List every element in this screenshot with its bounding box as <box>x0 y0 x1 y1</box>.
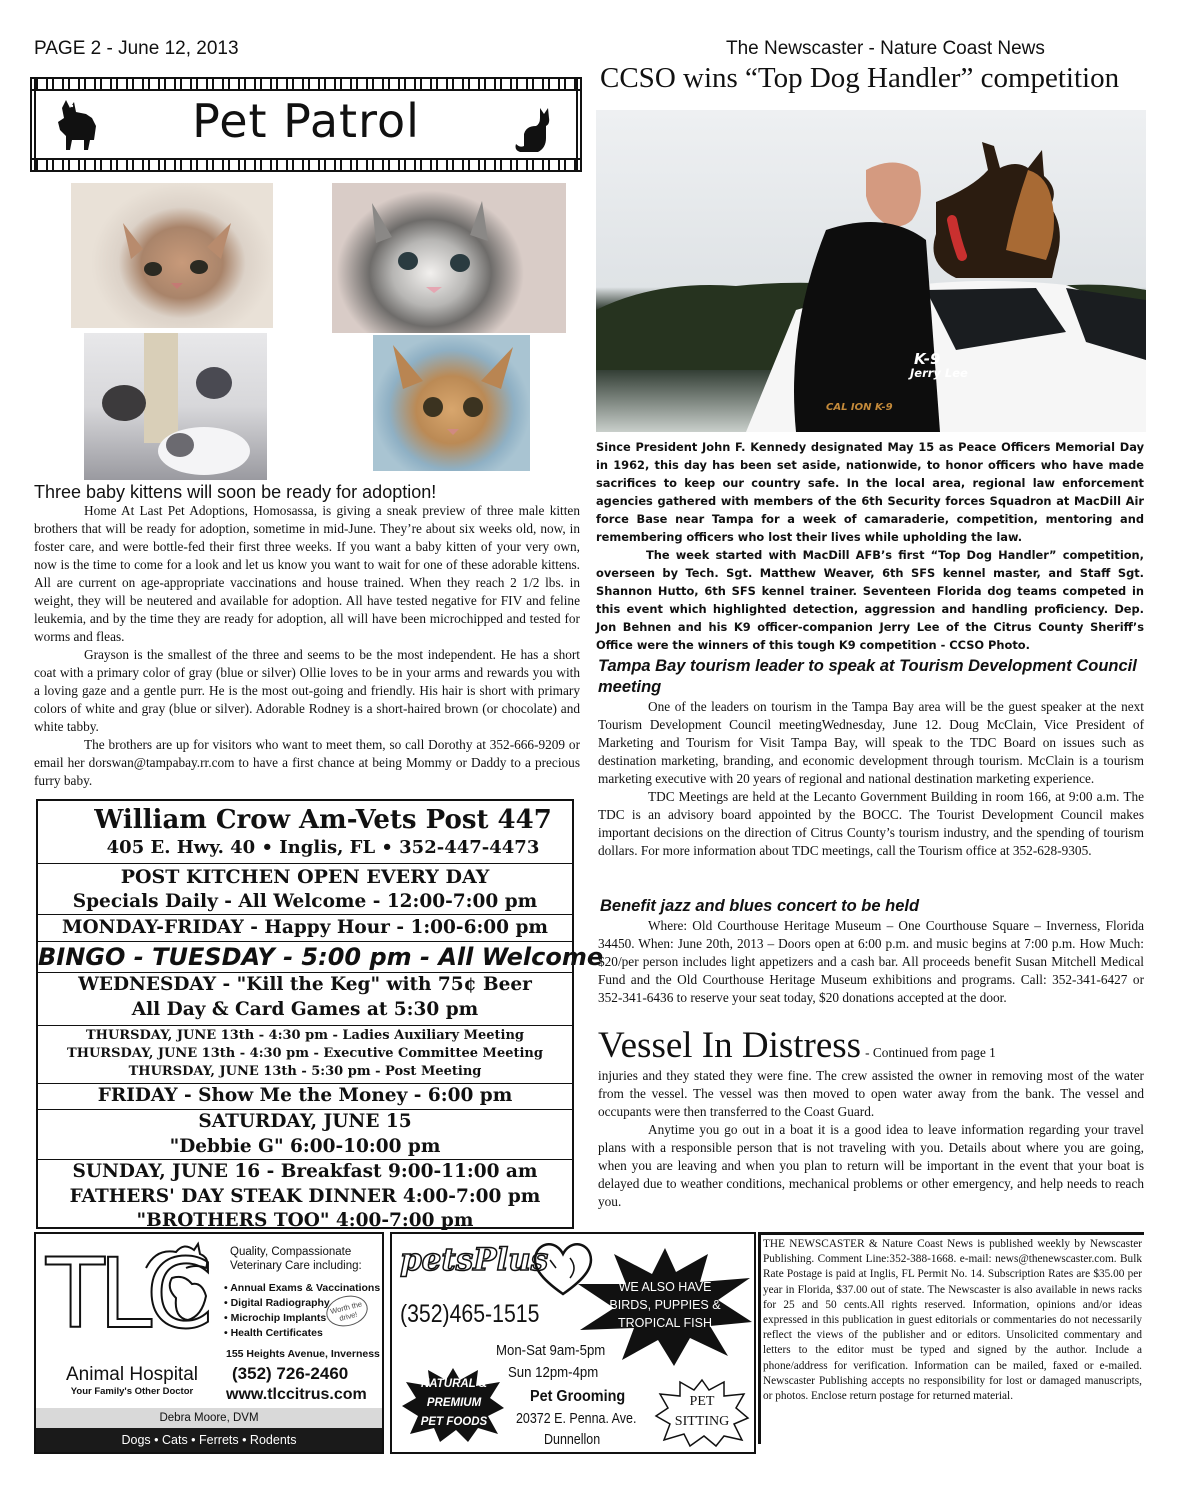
tourism-paragraph: TDC Meetings are held at the Lecanto Government Building in room 166, at 9:00 a.m. The TDC is an advisory board appointed by the BOCC. The Tourist Development Council makes important decisions on the direction of Citrus County’s tourism industry, and the spending of tourism dollars. For more information about TDC meetings, call the Tourism office at 352-628-9305. <box>598 789 1144 858</box>
k9-car-door-text: CAL ION K-9 <box>826 402 893 413</box>
petsplus-hours: Mon-Sat 9am-5pm <box>496 1342 606 1359</box>
chain-border-right <box>576 77 582 172</box>
tlc-animals: Dogs • Cats • Ferrets • Rodents <box>121 1433 297 1447</box>
petsplus-food-1: NATURAL & <box>420 1378 487 1390</box>
vessel-continued: - Continued from page 1 <box>865 1045 996 1060</box>
pet-sitting-1: PET <box>689 1394 715 1409</box>
tlc-service: • Microchip Implants <box>224 1312 327 1324</box>
chain-border-top <box>30 77 582 91</box>
petsplus-ad <box>390 1232 756 1454</box>
vessel-article <box>598 1067 1144 1211</box>
amvets-friday: FRIDAY - Show Me the Money - 6:00 pm <box>97 1085 513 1106</box>
tlc-name: Animal Hospital <box>66 1364 198 1385</box>
petsplus-grooming: Pet Grooming <box>530 1388 626 1405</box>
kitten-headline: Three baby kittens will soon be ready for adoption! <box>34 482 437 502</box>
vessel-title: Vessel In Distress <box>598 1025 862 1066</box>
tourism-headline: Tampa Bay tourism leader to speak at Tourism Development Council meeting <box>598 657 1137 696</box>
tlc-phone: (352) 726-2460 <box>232 1364 349 1383</box>
tlc-intro-2: Veterinary Care including: <box>230 1260 362 1272</box>
tlc-doctor: Debra Moore, DVM <box>159 1412 259 1424</box>
petsplus-burst-1: WE ALSO HAVE <box>618 1280 712 1294</box>
tourism-article <box>598 698 1144 860</box>
tlc-doctor-bar <box>36 1408 382 1428</box>
petsplus-burst-2: BIRDS, PUPPIES & <box>609 1298 721 1312</box>
jazz-paragraph: Where: Old Courthouse Heritage Museum – One Courthouse Square – Inverness, Florida 34450. When: June 20th, 2013 – Doors open at 6:00 p.m. and music begins at 7:00 p.m. How Much: $20/per person includes light appetizers and a cash bar. All proceeds benefit Susan Mitchell Medical Fund and the Old Courthouse Heritage Museum exhibitions and programs. Call: 352-341-6427 or 352-341-6436 to reserve your seat today, $20 donations accepted at the door. <box>598 918 1144 1005</box>
tlc-intro: Quality, Compassionate <box>230 1246 352 1258</box>
tlc-animals-bar <box>36 1428 382 1452</box>
pet-sitting-burst-shape <box>654 1378 750 1448</box>
jazz-article <box>598 917 1144 1007</box>
masthead-info-box <box>758 1232 1144 1444</box>
amvets-sunday: SUNDAY, JUNE 16 - Breakfast 9:00-11:00 am <box>72 1161 538 1182</box>
amvets-thursday-3: THURSDAY, JUNE 13th - 5:30 pm - Post Meeting <box>128 1064 482 1079</box>
petsplus-food-3: PET FOODS <box>420 1416 488 1428</box>
kitten-article <box>34 502 580 790</box>
amvets-thursday-1: THURSDAY, JUNE 13th - 4:30 pm - Ladies Auxiliary Meeting <box>86 1028 524 1043</box>
amvets-sunday-band: "BROTHERS TOO" 4:00-7:00 pm <box>136 1210 474 1231</box>
amvets-address: 405 E. Hwy. 40 • Inglis, FL • 352-447-4473 <box>106 837 540 858</box>
amvets-saturday-band: "Debbie G" 6:00-10:00 pm <box>169 1136 441 1157</box>
cat-silhouette-icon <box>510 104 558 156</box>
masthead-info-text: THE NEWSCASTER & Nature Coast News is published weekly by Newscaster Publishing. Comment Line:352-388-1668. e-mail: news@thenewscaster.com. Bulk Rate Postage is paid at Inglis, FL Permit No. 14. Subscription Rates are $35.00 per year in Florida, $37.00 out of state. The Newscaster is also available in news racks for 25 and 50 cents.All rights reserved. Information, opinions and/or ideas expressed in this publication in guest editorials or commentaries do not necessarily reflect the views of the publisher and or editors. Unsolicited commentary and letters to the editor must be typed and signed by the author. Include a phone/address for verification. Information can be mailed, faxed or e-mailed. Newscaster Publishing accepts no responsibility for lost or damaged manuscripts, or photos. Enclose return postage for returned material. <box>763 1238 1142 1403</box>
k9-car-dog-name: Jerry Lee <box>910 366 968 380</box>
petsplus-hours-sunday: Sun 12pm-4pm <box>508 1364 599 1381</box>
amvets-ad <box>36 799 604 1231</box>
paper-name: The Newscaster - Nature Coast News <box>726 38 1045 59</box>
amvets-sunday-dinner: FATHERS' DAY STEAK DINNER 4:00-7:00 pm <box>69 1186 541 1207</box>
petsplus-city: Dunnellon <box>544 1432 601 1448</box>
tlc-service: • Digital Radiography <box>224 1297 330 1309</box>
tlc-service: • Health Certificates <box>224 1327 323 1339</box>
tlc-ad <box>34 1232 384 1454</box>
tlc-address: 155 Heights Avenue, Inverness <box>226 1348 380 1360</box>
petsplus-logo: petsPlus <box>400 1242 549 1278</box>
kitten-photo-gray-white <box>332 183 566 333</box>
tlc-logo-letters: TLC <box>46 1238 208 1350</box>
worth-the-drive-stamp: Worth the drive! <box>323 1291 371 1330</box>
k9-car-label: K-9 <box>914 350 941 368</box>
petsplus-phone: (352)465-1515 <box>400 1300 540 1328</box>
vessel-headline <box>598 1024 996 1067</box>
tlc-service: • Annual Exams & Vaccinations <box>224 1282 381 1294</box>
chain-border-left <box>30 77 36 172</box>
amvets-kitchen: POST KITCHEN OPEN EVERY DAY <box>120 866 490 888</box>
amvets-thursday-2: THURSDAY, JUNE 13th - 4:30 pm - Executive Committee Meeting <box>67 1046 543 1061</box>
vessel-paragraph: injuries and they stated they were fine. The crew assisted the owner in removing most of the water from the vessel. The vessel was then moved to open water away from the bank. The vessel and occupants were then transferred to the Coast Guard. <box>598 1068 1144 1119</box>
vessel-paragraph: Anytime you go out in a boat it is a good idea to leave information regarding your travel plans with a responsible person that is not traveling with you. Details about where you are going, when you are leaving and when you plan to return will be important in the event that your boat is delayed due to weather conditions, mechanical problems or other emergency, and help needs to reach you. <box>598 1122 1144 1209</box>
kitten-paragraph: Grayson is the smallest of the three and seems to be the most independent. He has a short coat with a primary color of gray (blue or silver) Ollie loves to be in your arms and rewards you with a loving gaze and a gentle purr. He is the most out-going and friendly. His hair is short with primary colors of white and gray (blue or silver). Adorable Rodney is a short-haired brown (or chocolate) and white tabby. <box>34 647 580 734</box>
kitten-photo-tabby <box>373 335 530 471</box>
chain-border-bottom <box>30 158 582 172</box>
amvets-specials: Specials Daily - All Welcome - 12:00-7:00 pm <box>72 891 538 912</box>
page-label: PAGE 2 - June 12, 2013 <box>34 38 239 59</box>
petsplus-address: 20372 E. Penna. Ave. <box>516 1411 637 1427</box>
ccso-caption-paragraph: The week started with MacDill AFB’s first “Top Dog Handler” competition, overseen by Tech. Sgt. Matthew Weaver, 6th SFS kennel master, and Staff Sgt. Shannon Hutto, 6th SFS kennel trainer. Seventeen Florida dog teams competed in this event which highlighted detection, aggression and handling proficiency. Dep. Jon Behnen and his K9 officer-companion Jerry Lee of the Citrus County Sheriff’s Office were the winners of this tough K9 competition - CCSO Photo. <box>596 548 1144 652</box>
kitten-paragraph: Home At Last Pet Adoptions, Homosassa, is giving a sneak preview of three male kitten brothers that will be ready for adoption, sometime in mid-June. They’re about six weeks old, now, in foster care, and were bottle-fed their first three weeks. If you want a baby kitten of your very own, now is the time to come for a look and let us know you want to wait for one of these adorable kittens. All are current on age-appropriate vaccinations and house trained. When they reach 2 1/2 lbs. in weight, they will be neutered and available for adoption. All have tested negative for FIV and feline leukemia, and by the time they are ready for adoption, all will have been microchipped and tested for worms and fleas. <box>34 503 580 644</box>
kitten-photo-orange <box>71 183 273 328</box>
amvets-bingo: BINGO - TUESDAY - 5:00 pm - All Welcome <box>38 943 604 971</box>
petsplus-burst-3: TROPICAL FISH <box>618 1316 712 1330</box>
amvets-happy-hour: MONDAY-FRIDAY - Happy Hour - 1:00-6:00 pm <box>61 917 549 938</box>
amvets-wednesday: WEDNESDAY - "Kill the Keg" with 75¢ Beer <box>78 974 532 995</box>
jazz-headline: Benefit jazz and blues concert to be held <box>600 897 920 915</box>
kitten-paragraph: The brothers are up for visitors who want to meet them, so call Dorothy at 352-666-9209 or email her dorswan@tampabay.rr.com to have a first chance at being Mommy or Daddy to a precious furry baby. <box>34 737 580 788</box>
pet-patrol-title: Pet Patrol <box>192 94 420 148</box>
tlc-tagline: Your Family's Other Doctor <box>70 1386 194 1397</box>
ccso-headline: CCSO wins “Top Dog Handler” competition <box>600 62 1120 94</box>
ccso-caption-paragraph: Since President John F. Kennedy designated May 15 as Peace Officers Memorial Day in 1962, this day has been set aside, nationwide, to honor officers who have made sacrifices to keep our country safe. In the local area, regional law enforcement agencies gathered with members of the 6th Security forces Squadron at MacDill Air force Base near Tampa for a week of camaraderie, competition, mentoring and remembering officers who lost their lives while upholding the law. <box>596 440 1144 544</box>
amvets-saturday: SATURDAY, JUNE 15 <box>198 1111 412 1132</box>
tourism-paragraph: One of the leaders on tourism in the Tampa Bay area will be the guest speaker at the next Tourism Development Council meetingWednesday, June 12. Doug McClain, Vice President of Marketing and Tourism for Visit Tampa Bay, will speak to the TDC Board on issues such as destination marketing, branding, and economic development through tourism. McClain is a tourism marketing executive with 20 years of regional and national destination marketing experience. <box>598 699 1144 786</box>
petsplus-food-2: PREMIUM <box>426 1397 482 1409</box>
pet-sitting-2: SITTING <box>674 1414 730 1429</box>
tlc-website: www.tlccitrus.com <box>226 1386 367 1403</box>
scottie-dog-icon <box>52 96 100 152</box>
ccso-caption <box>596 438 1144 654</box>
amvets-title: William Crow Am-Vets Post 447 <box>94 805 552 835</box>
kittens-scratching-post-photo <box>84 333 267 480</box>
k9-handler-photo <box>596 110 1146 432</box>
amvets-wednesday-cards: All Day & Card Games at 5:30 pm <box>131 999 479 1020</box>
cat-dog-logo-icon <box>136 1238 226 1348</box>
